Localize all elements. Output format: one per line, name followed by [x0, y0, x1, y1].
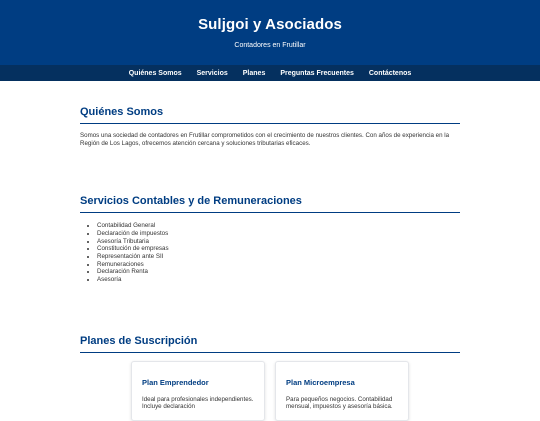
service-item: • Remuneraciones [97, 261, 460, 269]
services-heading: Servicios Contables y de Remuneraciones [80, 195, 460, 213]
plan-description: Para pequeños negocios. Contabilidad mensual, impuestos y asesoría básica. [286, 395, 393, 411]
plan-card-emprendedor[interactable] [131, 361, 265, 421]
site-subtitle: Contadores en Frutillar [234, 42, 306, 49]
page-content [0, 81, 540, 411]
service-item: • Declaración Renta [97, 268, 460, 276]
site-header [0, 0, 540, 65]
service-item: • Constitución de empresas [97, 245, 460, 253]
plans-heading: Planes de Suscripción [80, 335, 460, 353]
service-item: • Representación ante SII [97, 253, 460, 261]
site-title: Suljgoi y Asociados [198, 16, 342, 33]
nav-link-servicios[interactable]: Servicios [196, 69, 228, 77]
services-list [80, 222, 460, 284]
service-item: • Contabilidad General [97, 222, 460, 230]
nav-link-quienes-somos[interactable]: Quiénes Somos [128, 69, 182, 77]
nav-link-preguntas-frecuentes[interactable]: Preguntas Frecuentes [280, 69, 354, 77]
content-container [0, 81, 540, 411]
service-item: • Asesoría [97, 276, 460, 284]
plan-name: Plan Microempresa [286, 377, 355, 387]
plans-section [80, 284, 460, 421]
service-item: • Declaración de impuestos [97, 230, 460, 238]
main-nav [0, 65, 540, 81]
about-heading: Quiénes Somos [80, 106, 460, 124]
services-section [80, 147, 460, 284]
plan-name: Plan Emprendedor [142, 377, 209, 387]
plan-card-microempresa[interactable] [275, 361, 409, 421]
nav-link-planes[interactable]: Planes [242, 69, 266, 77]
service-item: • Asesoría Tributaria [97, 238, 460, 246]
about-text: Somos una sociedad de contadores en Frutillar comprometidos con el crecimiento de nuestros clientes. Con años de experiencia en la Región de Los Lagos, ofrecemos atención cercana y soluciones tributarias eficaces. [80, 132, 450, 147]
nav-link-contactenos[interactable]: Contáctenos [368, 69, 412, 77]
about-section [80, 81, 460, 147]
plan-description: Ideal para profesionales independientes. Incluye declaración [142, 395, 254, 411]
plan-cards [80, 361, 460, 421]
